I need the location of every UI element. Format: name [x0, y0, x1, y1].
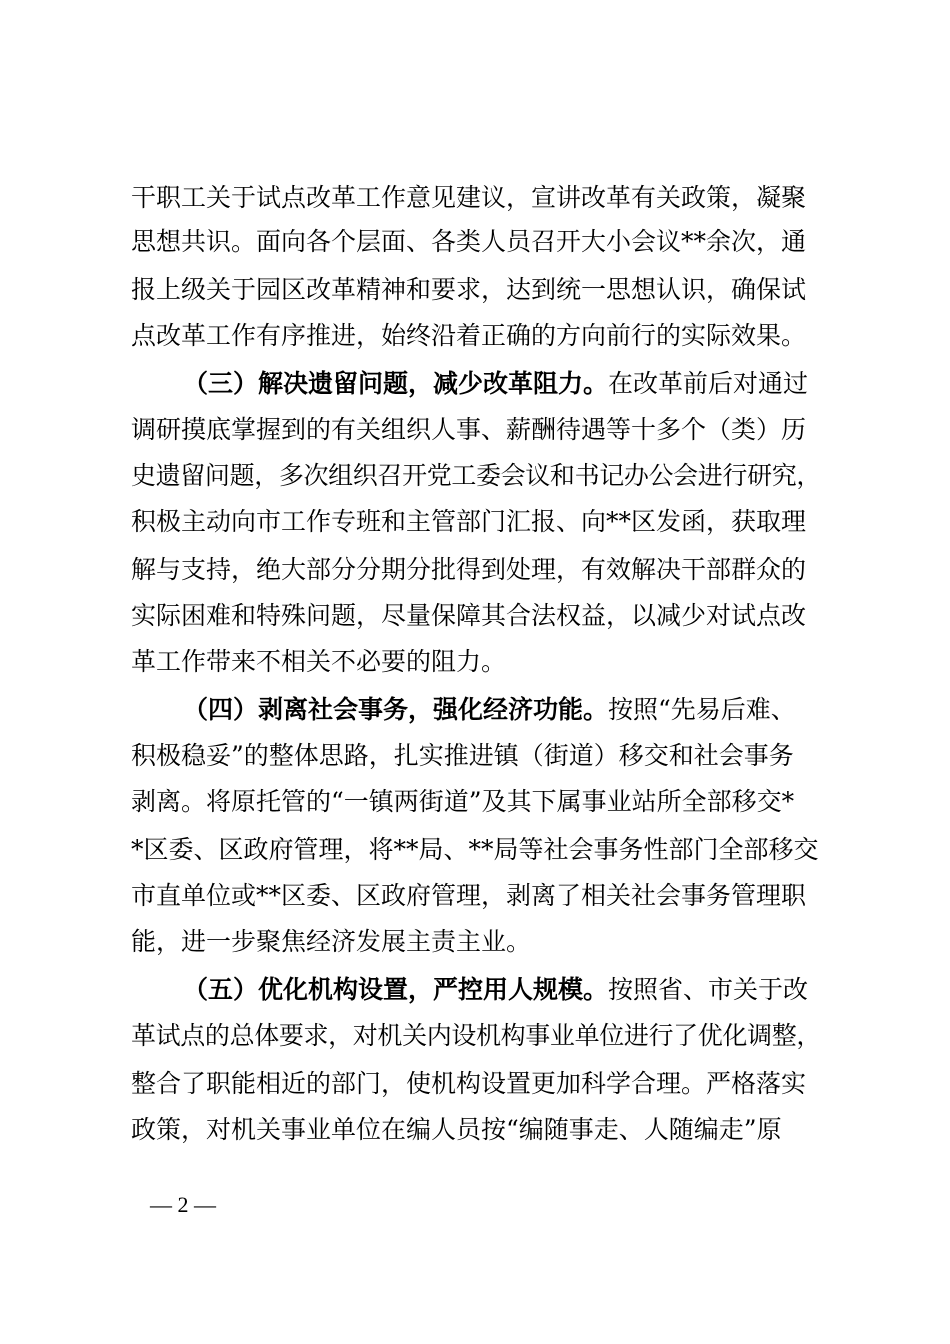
text-line-14: 剥离。将原托管的“一镇两街道”及其下属事业站所全部移交*: [131, 787, 795, 816]
page-number: — 2 —: [150, 1192, 216, 1217]
text-line-9: 解与支持，绝大部分分期分批得到处理，有效解决干部群众的: [131, 555, 807, 584]
section-4-heading: （四）剥离社会事务，强化经济功能。: [183, 695, 609, 724]
section-5-heading: （五）优化机构设置，严控用人规模。: [183, 975, 609, 1004]
text-line-6: 调研摸底掌握到的有关组织人事、薪酬待遇等十多个（类）历: [131, 415, 807, 444]
text-line-16: 市直单位或**区委、区政府管理，剥离了相关社会事务管理职: [131, 881, 807, 910]
section-4-heading-line: （四）剥离社会事务，强化经济功能。按照“先易后难、: [183, 695, 796, 724]
text-line-7: 史遗留问题，多次组织召开党工委会议和书记办公会进行研究，: [131, 461, 822, 490]
text-line-13: 积极稳妥”的整体思路，扎实推进镇（街道）移交和社会事务: [131, 741, 794, 770]
section-5-heading-line: （五）优化机构设置，严控用人规模。按照省、市关于改: [183, 975, 809, 1004]
text-line-4: 点改革工作有序推进，始终沿着正确的方向前行的实际效果。: [131, 321, 807, 350]
section-3-heading: （三）解决遗留问题，减少改革阻力。: [183, 369, 609, 398]
text-line-11: 革工作带来不相关不必要的阻力。: [131, 647, 507, 676]
text-line-17: 能，进一步聚焦经济发展主责主业。: [131, 927, 532, 956]
text-line-2: 思想共识。面向各个层面、各类人员召开大小会议**余次，通: [131, 227, 807, 256]
text-line-15: *区委、区政府管理，将**局、**局等社会事务性部门全部移交: [131, 835, 819, 864]
text-line-1: 干职工关于试点改革工作意见建议，宣讲改革有关政策，凝聚: [131, 183, 807, 212]
text-line-19: 革试点的总体要求，对机关内设机构事业单位进行了优化调整，: [131, 1021, 822, 1050]
section-3-heading-line: （三）解决遗留问题，减少改革阻力。在改革前后对通过: [183, 369, 809, 398]
text-line-10: 实际困难和特殊问题，尽量保障其合法权益，以减少对试点改: [131, 601, 807, 630]
text-line-8: 积极主动向市工作专班和主管部门汇报、向**区发函，获取理: [131, 507, 807, 536]
text-line-3: 报上级关于园区改革精神和要求，达到统一思想认识，确保试: [131, 275, 807, 304]
text-line-21: 政策，对机关事业单位在编人员按“编随事走、人随编走”原: [131, 1115, 782, 1144]
text-line-20: 整合了职能相近的部门，使机构设置更加科学合理。严格落实: [131, 1069, 807, 1098]
